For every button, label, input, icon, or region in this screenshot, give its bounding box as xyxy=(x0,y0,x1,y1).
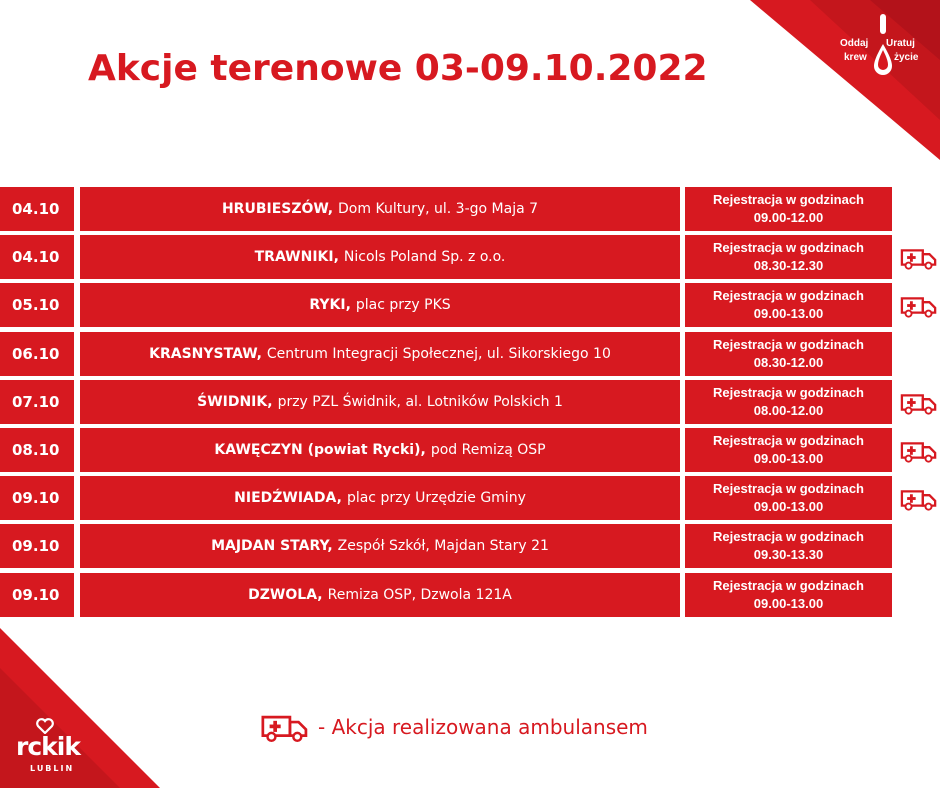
row-place-name: MAJDAN STARY, xyxy=(211,538,333,555)
row-date: 09.10 xyxy=(0,524,74,568)
row-registration xyxy=(685,380,892,424)
row-location xyxy=(80,428,680,472)
row-registration-hours: 08.30-12.30 xyxy=(753,258,824,274)
row-date: 09.10 xyxy=(0,476,74,520)
ambulance-icon xyxy=(900,438,938,464)
badge-word-oddaj: Oddaj xyxy=(840,38,869,49)
row-registration-label: Rejestracja w godzinach xyxy=(713,192,864,207)
row-registration-label: Rejestracja w godzinach xyxy=(713,577,864,593)
row-registration-hours: 08.00-12.00 xyxy=(753,402,824,418)
row-registration xyxy=(685,573,892,617)
row-date: 09.10 xyxy=(0,573,74,617)
row-registration xyxy=(685,524,892,568)
row-registration-hours: 09.30-13.30 xyxy=(753,547,824,563)
row-place-name: KAWĘCZYN (powiat Rycki), xyxy=(214,442,426,458)
row-registration-label: Rejestracja w godzinach xyxy=(713,288,864,304)
row-place-name: NIEDŹWIADA, xyxy=(234,490,342,507)
row-registration-hours: 09.00-13.00 xyxy=(753,451,824,466)
row-address: Nicols Poland Sp. z o.o. xyxy=(343,249,506,266)
row-place-name: KRASNYSTAW, xyxy=(149,345,262,362)
row-registration-hours: 09.00-12.00 xyxy=(753,210,824,225)
row-date: 04.10 xyxy=(0,187,74,231)
row-address: Zespół Szkół, Majdan Stary 21 xyxy=(337,538,549,555)
row-place-name: DZWOLA, xyxy=(248,586,323,603)
row-registration-label: Rejestracja w godzinach xyxy=(713,481,864,497)
badge-word-krew: krew xyxy=(844,52,867,63)
row-address: Dom Kultury, ul. 3-go Maja 7 xyxy=(338,201,539,217)
row-place-name: ŚWIDNIK, xyxy=(197,393,273,410)
badge-word-uratuj: Uratuj xyxy=(886,38,915,49)
badge-word-zycie: życie xyxy=(894,52,919,63)
row-place-name: HRUBIESZÓW, xyxy=(221,201,334,217)
row-address: pod Remizą OSP xyxy=(430,442,546,458)
row-registration-hours: 09.00-13.00 xyxy=(753,595,824,611)
row-registration xyxy=(685,428,892,472)
page-title: Akcje terenowe 03-09.10.2022 xyxy=(88,48,708,89)
logo-text: rckik xyxy=(16,732,80,761)
row-address: Remiza OSP, Dzwola 121A xyxy=(327,586,512,603)
row-location xyxy=(80,187,680,231)
row-registration xyxy=(685,476,892,520)
row-registration-label: Rejestracja w godzinach xyxy=(713,384,864,400)
row-location xyxy=(80,573,680,617)
rckik-logo xyxy=(16,718,92,778)
row-location xyxy=(80,476,680,520)
ambulance-icon xyxy=(260,711,310,743)
row-location xyxy=(80,380,680,424)
legend-text: - Akcja realizowana ambulansem xyxy=(318,715,648,739)
row-registration xyxy=(685,332,892,376)
logo-subtitle: LUBLIN xyxy=(30,764,75,773)
row-address: plac przy Urzędzie Gminy xyxy=(346,490,526,507)
row-registration-hours: 09.00-13.00 xyxy=(753,306,824,322)
row-registration-label: Rejestracja w godzinach xyxy=(713,336,864,352)
ambulance-icon xyxy=(900,390,938,416)
row-address: przy PZL Świdnik, al. Lotników Polskich 1 xyxy=(277,393,563,410)
row-date: 07.10 xyxy=(0,380,74,424)
legend xyxy=(260,712,648,742)
row-registration-label: Rejestracja w godzinach xyxy=(713,433,864,448)
row-date: 04.10 xyxy=(0,235,74,279)
row-place-name: RYKI, xyxy=(309,297,351,314)
row-registration xyxy=(685,283,892,327)
row-date: 08.10 xyxy=(0,428,74,472)
row-registration xyxy=(685,235,892,279)
oddaj-krew-badge xyxy=(840,14,932,94)
ambulance-icon xyxy=(900,293,938,319)
row-date: 06.10 xyxy=(0,332,74,376)
ambulance-icon xyxy=(900,245,938,271)
row-place-name: TRAWNIKI, xyxy=(254,249,339,266)
row-registration-label: Rejestracja w godzinach xyxy=(713,529,864,545)
row-location xyxy=(80,332,680,376)
row-registration-hours: 08.30-12.00 xyxy=(753,354,824,370)
row-address: plac przy PKS xyxy=(355,297,451,314)
row-registration-hours: 09.00-13.00 xyxy=(753,499,824,515)
row-address: Centrum Integracji Społecznej, ul. Sikorskiego 10 xyxy=(266,345,611,362)
ambulance-icon xyxy=(900,486,938,512)
row-location xyxy=(80,283,680,327)
row-date: 05.10 xyxy=(0,283,74,327)
row-registration-label: Rejestracja w godzinach xyxy=(713,240,864,256)
row-registration xyxy=(685,187,892,231)
row-location xyxy=(80,524,680,568)
row-location xyxy=(80,235,680,279)
